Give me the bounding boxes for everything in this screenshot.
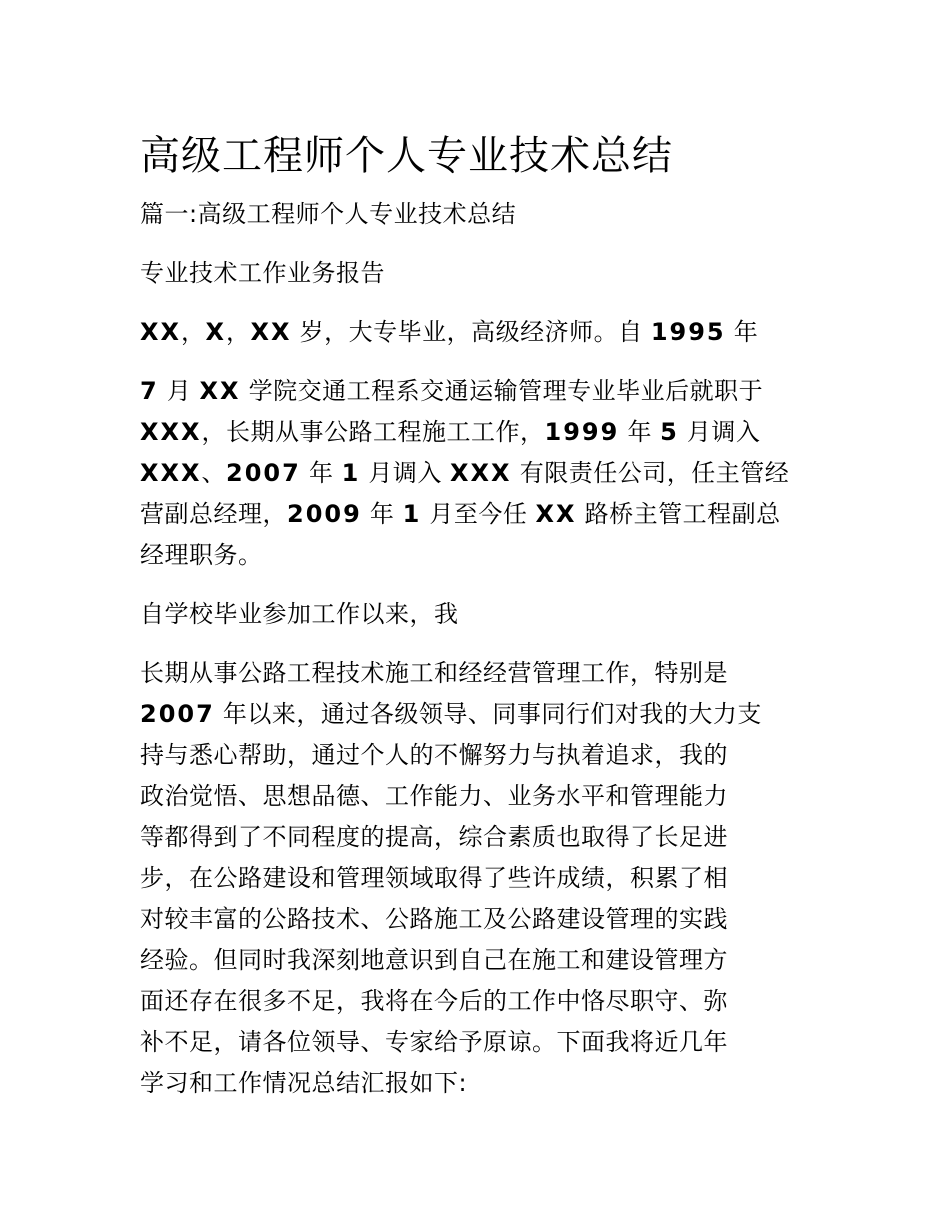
career-line-1: 7 月 XX 学院交通工程系交通运输管理专业毕业后就职于 — [140, 377, 764, 405]
career-line-3: XXX、2007 年 1 月调入 XXX 有限责任公司，任主管经 — [140, 459, 790, 487]
career-paragraph — [140, 371, 820, 576]
section-heading: 专业技术工作业务报告 — [140, 259, 385, 287]
summary-line-3: 持与悉心帮助，通过个人的不懈努力与执着追求，我的 — [140, 741, 728, 769]
subtitle: 篇一:高级工程师个人专业技术总结 — [140, 200, 517, 228]
intro-paragraph — [140, 312, 820, 353]
summary-line-7: 对较丰富的公路技术、公路施工及公路建设管理的实践 — [140, 905, 728, 933]
summary-line-11: 学习和工作情况总结汇报如下: — [140, 1069, 468, 1097]
summary-line-1: 长期从事公路工程技术施工和经经营管理工作，特别是 — [140, 659, 728, 687]
career-line-2: XXX，长期从事公路工程施工工作，1999 年 5 月调入 — [140, 418, 761, 446]
career-line-4: 营副总经理，2009 年 1 月至今任 XX 路桥主管工程副总 — [140, 500, 781, 528]
summary-line-5: 等都得到了不同程度的提高，综合素质也取得了长足进 — [140, 823, 728, 851]
summary-paragraph — [140, 653, 820, 1104]
since-graduation-paragraph: 自学校毕业参加工作以来，我 — [140, 600, 459, 628]
career-line-5: 经理职务。 — [140, 541, 263, 569]
intro-line-1: XX，X，XX 岁，大专毕业，高级经济师。自 1995 年 — [140, 318, 759, 346]
document-page — [140, 120, 820, 1122]
summary-line-10: 补不足，请各位领导、专家给予原谅。下面我将近几年 — [140, 1028, 728, 1056]
summary-line-8: 经验。但同时我深刻地意识到自己在施工和建设管理方 — [140, 946, 728, 974]
summary-line-4: 政治觉悟、思想品德、工作能力、业务水平和管理能力 — [140, 782, 728, 810]
document-title: 高级工程师个人专业技术总结 — [140, 133, 673, 179]
summary-line-2: 2007 年以来，通过各级领导、同事同行们对我的大力支 — [140, 700, 762, 728]
summary-line-6: 步，在公路建设和管理领域取得了些许成绩，积累了相 — [140, 864, 728, 892]
summary-line-9: 面还存在很多不足，我将在今后的工作中恪尽职守、弥 — [140, 987, 728, 1015]
